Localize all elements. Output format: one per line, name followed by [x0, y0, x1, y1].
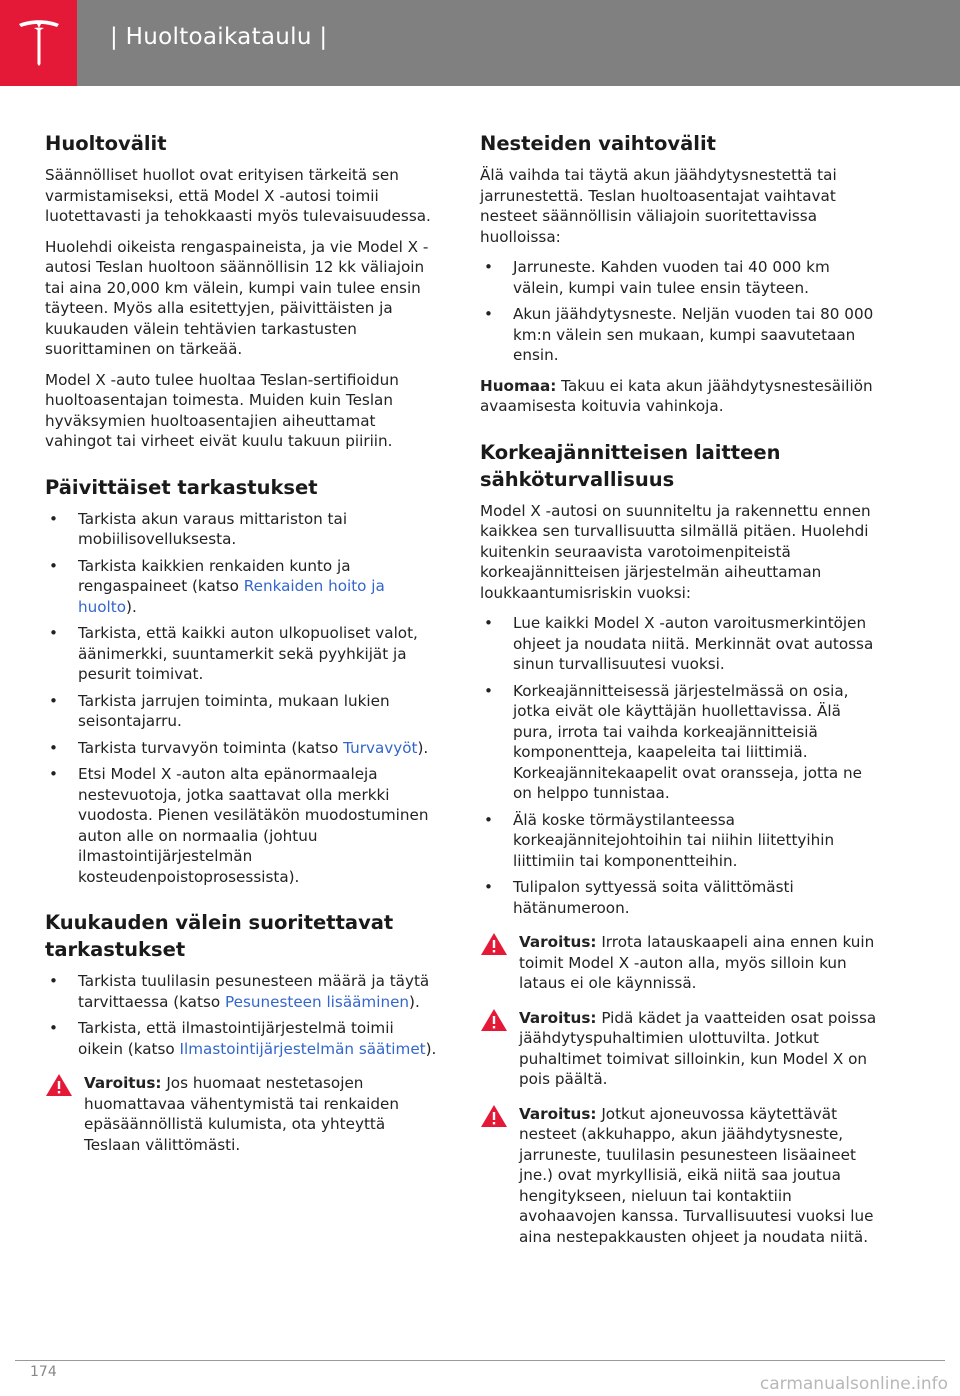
note-label: Huomaa: [480, 376, 557, 395]
section-daily [45, 474, 440, 888]
monthly-check-list [45, 971, 440, 1059]
warning-box [480, 1104, 880, 1248]
heading-fluid-intervals: Nesteiden vaihtovälit [480, 132, 716, 155]
left-column [45, 130, 440, 1167]
warning-box [45, 1073, 440, 1155]
bullet: • [49, 556, 58, 575]
bullet: • [484, 258, 493, 276]
list-item: • Tulipalon syttyessä soita välittömästi hätänumeroon. [484, 878, 794, 917]
list-item: • Tarkista tuulilasin pesunesteen määrä ja täytä tarvittaessa (katso Pesunesteen lisääminen). [49, 972, 430, 1011]
paragraph: Älä vaihda tai täytä akun jäähdytysnestettä tai jarrunestettä. Teslan huoltoasentajat vaihtavat nesteet säännöllisin väliajoin suoritettavissa huolloissa: [480, 166, 837, 246]
list-item: • Tarkista turvavyön toiminta (katso Turvavyöt). [49, 738, 429, 757]
warning-box [480, 1008, 880, 1090]
link-washer-fluid[interactable]: Pesunesteen lisääminen [224, 992, 410, 1011]
section-hv-safety [480, 439, 880, 1248]
warning-icon [480, 932, 508, 956]
tesla-logo-icon [16, 18, 62, 68]
bullet: • [484, 614, 493, 632]
paragraph: Model X -autosi on suunniteltu ja rakennettu ennen kaikkea sen turvallisuutta silmällä pitäen. Huolehdi kuitenkin seuraavista varotoimenpiteistä korkeajännitteisen järjestelmän aiheuttaman loukkaantumisriskin vuoksi: [480, 501, 871, 602]
warning-label: Varoitus: [519, 1104, 597, 1123]
bullet: • [49, 1019, 58, 1037]
list-item: • Tarkista, että kaikki auton ulkopuoliset valot, äänimerkki, suuntamerkit sekä pyyhkijät ja pesurit toimivat. [49, 624, 418, 683]
link-climate-controls[interactable]: Ilmastointijärjestelmän säätimet [179, 1039, 426, 1058]
warning-icon [480, 1008, 508, 1032]
warning-text: Jos huomaat nestetasojen huomattavaa vähentymistä tai renkaiden epäsäännöllistä kulumista, ota yhteyttä Teslaan välittömästi. [84, 1074, 399, 1154]
bullet: • [49, 691, 58, 710]
list-item: • Tarkista jarrujen toiminta, mukaan lukien seisontajarru. [49, 691, 390, 730]
watermark: carmanualsonline.info [759, 1374, 948, 1394]
note: Huomaa: Takuu ei kata akun jäähdytysnestesäiliön avaamisesta koituvia vahinkoja. [480, 376, 873, 415]
footer-divider [15, 1360, 945, 1361]
bullet: • [484, 681, 493, 700]
link-seatbelts[interactable]: Turvavyöt [343, 738, 418, 757]
warning-text: Pidä kädet ja vaatteiden osat poissa jäähdytyspuhaltimien ulottuvilta. Jotkut puhaltimet toimivat silloinkin, kun Model X on pois päältä. [519, 1008, 877, 1088]
bullet: • [49, 972, 58, 990]
warning-text: Jotkut ajoneuvossa käytettävät nesteet (akkuhappo, akun jäähdytysneste, jarruneste, tuulilasin pesunesteen lisäaineet jne.) ovat myrkyllisiä, eikä niitä saa joutua hengitykseen, nieluun tai kontaktiin avohaavojen kanssa. Turvallisuutesi vuoksi lue aina nestepakkausten ohjeet ja noudata niitä. [519, 1104, 874, 1246]
list-item: • Älä koske törmäystilanteessa korkeajännitejohtoihin tai niihin liitettyihin liittimiin tai komponentteihin. [484, 810, 835, 870]
tesla-logo [0, 0, 77, 86]
bullet: • [484, 810, 493, 829]
list-item: • Korkeajännitteisessä järjestelmässä on osia, jotka eivät ole käyttäjän huollettavissa. Älä pura, irrota tai vaihda korkeajännitteisiä komponentteja, kaapeleita tai liittimiä. Korkeajännitekaapelit ovat oransseja, jotta ne on helppo tunnistaa. [484, 681, 862, 802]
warning-label: Varoitus: [84, 1074, 162, 1092]
page-number: 174 [30, 1364, 57, 1380]
warning-label: Varoitus: [519, 1008, 597, 1027]
heading-huoltovalit: Huoltovälit [45, 132, 167, 155]
warning-box [480, 932, 880, 994]
link-tire-care[interactable]: Renkaiden hoito ja huolto [78, 577, 385, 616]
list-item: • Tarkista kaikkien renkaiden kunto ja rengaspaineet (katso Renkaiden hoito ja huolto). [49, 556, 385, 616]
page-title: | Huoltoaikataulu | [110, 24, 328, 50]
list-item: • Tarkista akun varaus mittariston tai mobiilisovelluksesta. [49, 509, 348, 548]
section-monthly [45, 909, 440, 1155]
warning-icon [45, 1073, 73, 1097]
heading-hv-safety: Korkeajännitteisen laitteen sähköturvallisuus [480, 440, 781, 491]
heading-monthly-checks: Kuukauden välein suoritettavat tarkastukset [45, 911, 394, 961]
fluid-list [480, 257, 880, 366]
right-column [480, 130, 880, 1259]
bullet: • [484, 878, 493, 896]
warning-icon [480, 1104, 508, 1128]
bullet: • [49, 738, 58, 757]
list-item: • Lue kaikki Model X -auton varoitusmerkintöjen ohjeet ja noudata niitä. Merkinnät ovat autossa sinun turvallisuutesi vuoksi. [484, 614, 874, 673]
heading-daily-checks: Päivittäiset tarkastukset [45, 475, 318, 499]
bullet: • [484, 305, 493, 323]
warning-label: Varoitus: [519, 933, 597, 951]
list-item: • Tarkista, että ilmastointijärjestelmä toimii oikein (katso Ilmastointijärjestelmän säätimet). [49, 1019, 437, 1058]
paragraph: Säännölliset huollot ovat erityisen tärkeitä sen varmistamiseksi, että Model X -autosi toimii luotettavasti ja tehokkaasti myös tulevaisuudessa. [45, 166, 431, 225]
bullet: • [49, 624, 58, 642]
warning-text: Irrota latauskaapeli aina ennen kuin toimit Model X -auton alla, myös silloin kun lataus ei ole käynnissä. [519, 933, 875, 992]
daily-check-list [45, 509, 440, 888]
list-item: • Akun jäähdytysneste. Neljän vuoden tai 80 000 km:n välein sen mukaan, kumpi saavutetaan ensin. [484, 305, 874, 364]
hv-safety-list [480, 613, 880, 918]
paragraph: Model X -auto tulee huoltaa Teslan-sertifioidun huoltoasentajan toimesta. Muiden kuin Teslan hyväksymien huoltoasentajien aiheuttamat vahingot tai virheet eivät kuulu takuun piiriin. [45, 370, 399, 450]
list-item: • Jarruneste. Kahden vuoden tai 40 000 km välein, kumpi vain tulee ensin täyteen. [484, 258, 830, 297]
bullet: • [49, 509, 58, 528]
bullet: • [49, 765, 58, 783]
paragraph: Huolehdi oikeista rengaspaineista, ja vie Model X -autosi Teslan huoltoon säännöllisin 12 kk väliajoin tai aina 20,000 km välein, kumpi vain tulee ensin täyteen. Myös alla esitettyjen, päivittäisten ja kuukauden välein tehtävien tarkastusten suorittaminen on tärkeää. [45, 237, 429, 358]
page-header [0, 0, 960, 86]
list-item: • Etsi Model X -auton alta epänormaaleja nestevuotoja, jotka saattavat olla merkki vuodosta. Pienen vesilätäkön muodostuminen auton alle on normaalia (johtuu ilmastointijärjestelmän kosteudenpoistoprosessista). [49, 765, 429, 886]
